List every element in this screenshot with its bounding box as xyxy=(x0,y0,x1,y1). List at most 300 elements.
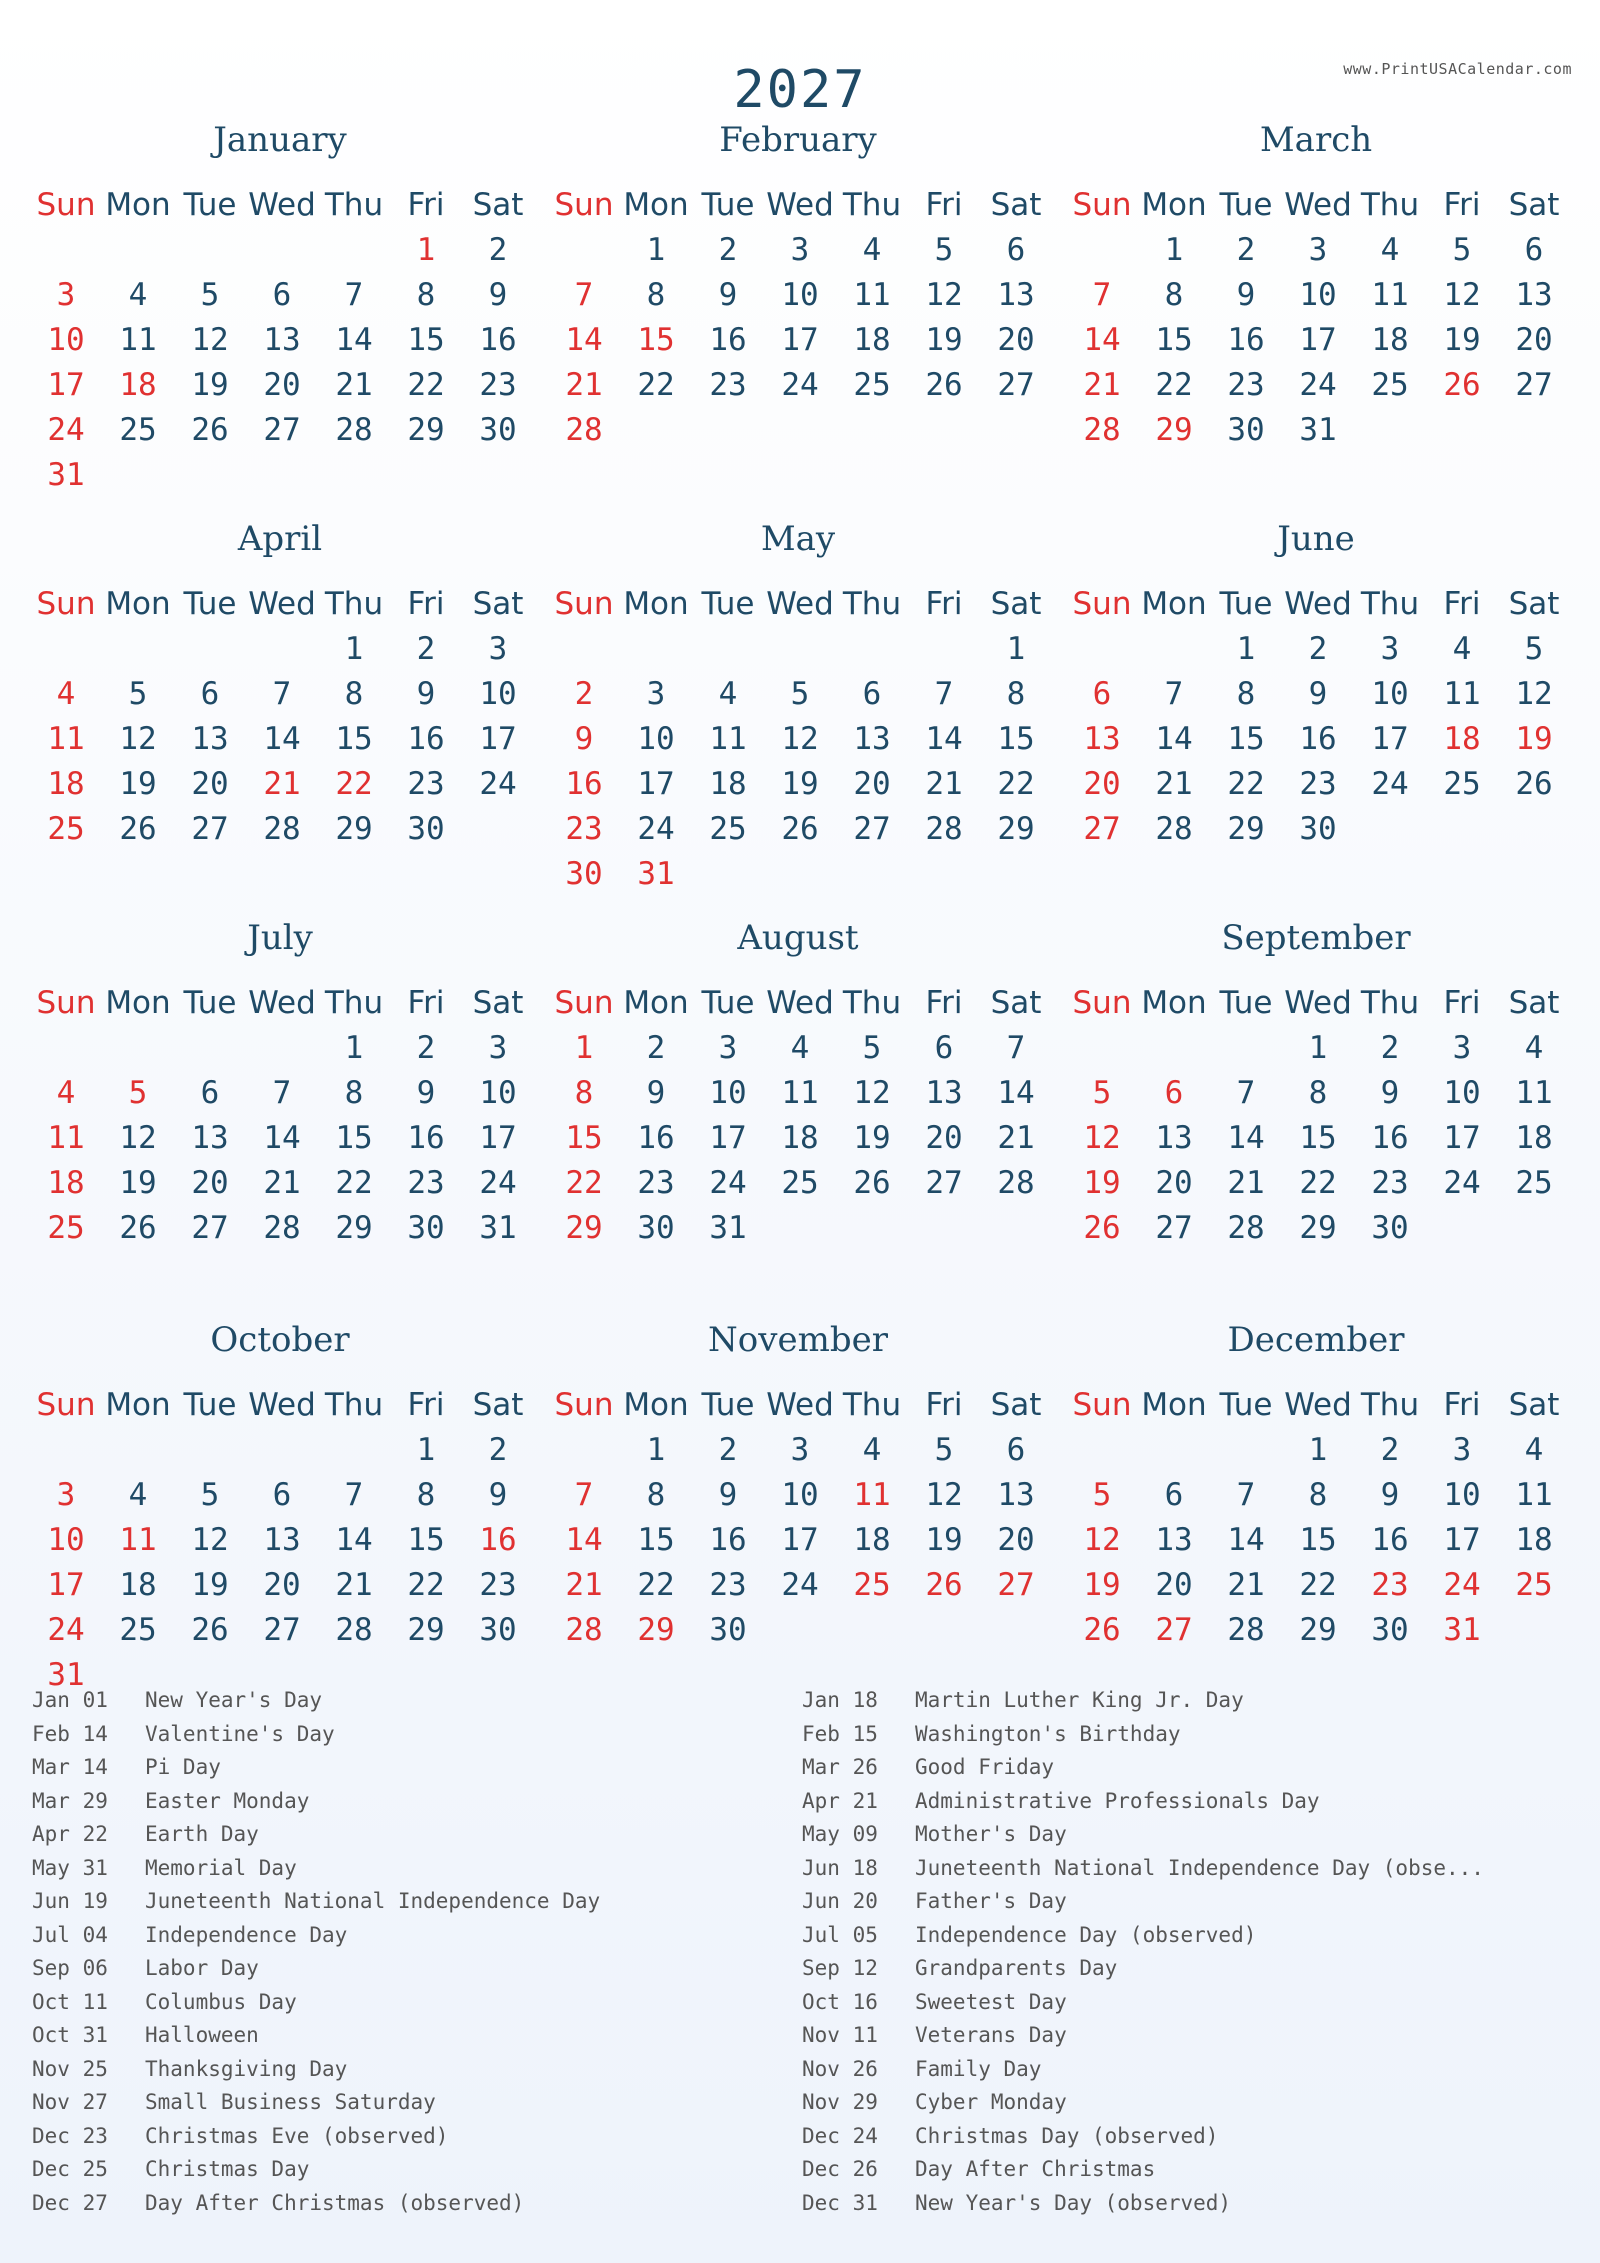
weekday-mon: Mon xyxy=(623,186,689,223)
week-row xyxy=(1066,272,1586,317)
day-cell: 17 xyxy=(781,1521,819,1558)
day-cell: 7 xyxy=(574,276,594,313)
weekday-sun: Sun xyxy=(36,585,96,622)
holiday-name: Labor Day xyxy=(145,1956,259,1980)
day-cell: 23 xyxy=(565,810,603,847)
day-cell: 27 xyxy=(1155,1611,1193,1648)
day-cell: 1 xyxy=(574,1029,594,1066)
week-row xyxy=(548,407,1068,452)
day-cell: 26 xyxy=(119,810,157,847)
weekday-sun: Sun xyxy=(554,186,614,223)
day-cell: 30 xyxy=(479,1611,517,1648)
week-row xyxy=(30,1025,550,1070)
day-cell: 2 xyxy=(1380,1029,1400,1066)
day-cell: 21 xyxy=(997,1119,1035,1156)
holiday-name: Valentine's Day xyxy=(145,1721,335,1746)
weekday-mon: Mon xyxy=(1141,585,1207,622)
month-november xyxy=(548,1320,1068,1652)
weekday-sun: Sun xyxy=(36,984,96,1021)
day-cell: 23 xyxy=(479,1566,517,1603)
holiday-name: Grandparents Day xyxy=(915,1956,1118,1980)
day-cell: 9 xyxy=(488,1476,508,1513)
weekday-mon: Mon xyxy=(1141,1386,1207,1423)
day-cell: 20 xyxy=(263,366,301,403)
day-cell: 30 xyxy=(479,411,517,448)
year-title: 2027 xyxy=(733,60,867,120)
week-row xyxy=(548,362,1068,407)
week-row xyxy=(1066,227,1586,272)
day-cell: 29 xyxy=(637,1611,675,1648)
week-row xyxy=(548,1517,1068,1562)
day-cell: 19 xyxy=(1083,1164,1121,1201)
day-cell: 27 xyxy=(1155,1209,1193,1246)
day-cell: 2 xyxy=(646,1029,666,1066)
day-cell: 18 xyxy=(1515,1119,1553,1156)
holiday-date: Nov 29 xyxy=(802,2090,878,2114)
day-cell: 13 xyxy=(191,1119,229,1156)
site-url[interactable]: www.PrintUSACalendar.com xyxy=(1343,60,1572,78)
day-cell: 25 xyxy=(1515,1566,1553,1603)
weekday-wed: Wed xyxy=(248,1386,316,1423)
weekday-fri: Fri xyxy=(407,1386,445,1423)
day-cell: 27 xyxy=(1515,366,1553,403)
day-cell: 14 xyxy=(1155,720,1193,757)
week-row xyxy=(30,626,550,671)
holiday-date: Dec 25 xyxy=(32,2157,108,2181)
day-cell: 18 xyxy=(1443,720,1481,757)
holiday-row xyxy=(32,2157,600,2191)
weekday-thu: Thu xyxy=(842,984,902,1021)
day-cell: 7 xyxy=(272,675,292,712)
day-cell: 4 xyxy=(1524,1431,1544,1468)
month-july xyxy=(30,918,550,1250)
day-cell: 27 xyxy=(191,1209,229,1246)
weekday-fri: Fri xyxy=(1443,585,1481,622)
week-row xyxy=(548,1160,1068,1205)
day-cell: 7 xyxy=(344,1476,364,1513)
day-cell: 22 xyxy=(335,1164,373,1201)
day-cell: 23 xyxy=(1371,1164,1409,1201)
holiday-date: Nov 27 xyxy=(32,2090,108,2114)
day-cell: 8 xyxy=(344,675,364,712)
month-name: July xyxy=(247,918,313,958)
day-cell: 16 xyxy=(407,1119,445,1156)
day-cell: 2 xyxy=(488,1431,508,1468)
holiday-row xyxy=(32,2023,600,2057)
day-cell: 12 xyxy=(191,1521,229,1558)
day-cell: 4 xyxy=(862,231,882,268)
holiday-date: Jan 01 xyxy=(32,1688,108,1712)
weekday-sat: Sat xyxy=(1508,1386,1560,1423)
day-cell: 8 xyxy=(1308,1074,1328,1111)
day-cell: 31 xyxy=(1299,411,1337,448)
day-cell: 22 xyxy=(1299,1164,1337,1201)
day-cell: 6 xyxy=(200,1074,220,1111)
weekday-fri: Fri xyxy=(1443,186,1481,223)
day-cell: 17 xyxy=(47,1566,85,1603)
day-cell: 11 xyxy=(119,1521,157,1558)
day-cell: 2 xyxy=(1236,231,1256,268)
day-cell: 9 xyxy=(1380,1476,1400,1513)
day-cell: 23 xyxy=(709,366,747,403)
day-cell: 19 xyxy=(1515,720,1553,757)
day-cell: 2 xyxy=(574,675,594,712)
day-cell: 5 xyxy=(790,675,810,712)
day-cell: 13 xyxy=(263,1521,301,1558)
day-cell: 23 xyxy=(407,765,445,802)
weekday-fri: Fri xyxy=(407,984,445,1021)
holiday-date: Apr 22 xyxy=(32,1822,108,1846)
day-cell: 15 xyxy=(335,720,373,757)
day-cell: 20 xyxy=(1083,765,1121,802)
day-cell: 22 xyxy=(1155,366,1193,403)
holiday-date: Jun 18 xyxy=(802,1855,878,1880)
weekday-thu: Thu xyxy=(1360,1386,1420,1423)
day-cell: 9 xyxy=(1308,675,1328,712)
day-cell: 31 xyxy=(47,456,85,493)
holiday-date: Mar 29 xyxy=(32,1788,108,1813)
day-cell: 14 xyxy=(1227,1521,1265,1558)
holiday-date: Feb 15 xyxy=(802,1721,878,1746)
week-row xyxy=(30,806,550,851)
day-cell: 11 xyxy=(47,720,85,757)
day-cell: 12 xyxy=(853,1074,891,1111)
weekday-thu: Thu xyxy=(1360,186,1420,223)
day-cell: 11 xyxy=(1443,675,1481,712)
week-row xyxy=(548,1607,1068,1652)
month-name: March xyxy=(1259,120,1373,160)
day-cell: 9 xyxy=(574,720,594,757)
day-cell: 11 xyxy=(1371,276,1409,313)
day-cell: 21 xyxy=(1227,1164,1265,1201)
day-cell: 18 xyxy=(47,1164,85,1201)
weekday-wed: Wed xyxy=(1284,186,1352,223)
day-cell: 1 xyxy=(1308,1431,1328,1468)
week-row xyxy=(548,317,1068,362)
day-cell: 4 xyxy=(128,276,148,313)
weekday-fri: Fri xyxy=(925,984,963,1021)
day-cell: 28 xyxy=(263,1209,301,1246)
day-cell: 4 xyxy=(1524,1029,1544,1066)
weekday-mon: Mon xyxy=(105,585,171,622)
day-cell: 9 xyxy=(718,1476,738,1513)
weekday-fri: Fri xyxy=(407,186,445,223)
week-row xyxy=(1066,1472,1586,1517)
day-cell: 16 xyxy=(407,720,445,757)
weekday-tue: Tue xyxy=(1219,186,1273,223)
weekday-sat: Sat xyxy=(472,984,524,1021)
weekday-tue: Tue xyxy=(701,984,755,1021)
day-cell: 4 xyxy=(718,675,738,712)
day-cell: 22 xyxy=(1227,765,1265,802)
day-cell: 21 xyxy=(263,765,301,802)
weekday-thu: Thu xyxy=(324,186,384,223)
weekday-tue: Tue xyxy=(701,186,755,223)
day-cell: 3 xyxy=(488,630,508,667)
holiday-date: Dec 24 xyxy=(802,2123,878,2148)
day-cell: 3 xyxy=(56,1476,76,1513)
day-cell: 28 xyxy=(1155,810,1193,847)
day-cell: 18 xyxy=(119,366,157,403)
weekday-thu: Thu xyxy=(842,186,902,223)
day-cell: 4 xyxy=(862,1431,882,1468)
holiday-row xyxy=(802,2090,1484,2124)
holiday-date: Jul 04 xyxy=(32,1922,108,1947)
weekday-tue: Tue xyxy=(183,1386,237,1423)
day-cell: 22 xyxy=(565,1164,603,1201)
day-cell: 5 xyxy=(1092,1476,1112,1513)
day-cell: 13 xyxy=(1515,276,1553,313)
weekday-tue: Tue xyxy=(183,186,237,223)
day-cell: 29 xyxy=(565,1209,603,1246)
day-cell: 26 xyxy=(1443,366,1481,403)
day-cell: 22 xyxy=(637,366,675,403)
holiday-date: May 31 xyxy=(32,1855,108,1880)
day-cell: 8 xyxy=(574,1074,594,1111)
weekday-sun: Sun xyxy=(554,585,614,622)
holiday-row xyxy=(802,2157,1484,2191)
day-cell: 10 xyxy=(709,1074,747,1111)
day-cell: 24 xyxy=(47,1611,85,1648)
day-cell: 14 xyxy=(925,720,963,757)
day-cell: 8 xyxy=(344,1074,364,1111)
day-cell: 2 xyxy=(416,1029,436,1066)
holiday-row xyxy=(32,1722,600,1756)
weekday-wed: Wed xyxy=(248,186,316,223)
week-row xyxy=(548,671,1068,716)
day-cell: 22 xyxy=(407,366,445,403)
weekday-sun: Sun xyxy=(1072,186,1132,223)
day-cell: 29 xyxy=(335,810,373,847)
weekday-sun: Sun xyxy=(1072,585,1132,622)
day-cell: 26 xyxy=(853,1164,891,1201)
day-cell: 26 xyxy=(119,1209,157,1246)
day-cell: 1 xyxy=(344,630,364,667)
weekday-fri: Fri xyxy=(925,186,963,223)
day-cell: 12 xyxy=(1083,1521,1121,1558)
day-cell: 1 xyxy=(1308,1029,1328,1066)
day-cell: 5 xyxy=(1524,630,1544,667)
week-row xyxy=(30,1517,550,1562)
day-cell: 24 xyxy=(637,810,675,847)
day-cell: 12 xyxy=(1083,1119,1121,1156)
weekday-header xyxy=(1066,581,1586,626)
day-cell: 23 xyxy=(1227,366,1265,403)
weekday-sat: Sat xyxy=(472,186,524,223)
week-row xyxy=(548,1115,1068,1160)
day-cell: 13 xyxy=(191,720,229,757)
week-row xyxy=(548,272,1068,317)
holiday-date: Oct 11 xyxy=(32,1989,108,2014)
day-cell: 20 xyxy=(1155,1164,1193,1201)
day-cell: 5 xyxy=(934,1431,954,1468)
day-cell: 7 xyxy=(344,276,364,313)
week-row xyxy=(548,227,1068,272)
week-row xyxy=(1066,1427,1586,1472)
day-cell: 15 xyxy=(1155,321,1193,358)
day-cell: 15 xyxy=(1299,1119,1337,1156)
day-cell: 22 xyxy=(1299,1566,1337,1603)
day-cell: 20 xyxy=(191,765,229,802)
holiday-row xyxy=(32,1990,600,2024)
holiday-name: Christmas Eve (observed) xyxy=(145,2123,449,2148)
day-cell: 18 xyxy=(47,765,85,802)
week-row xyxy=(548,716,1068,761)
day-cell: 17 xyxy=(47,366,85,403)
day-cell: 5 xyxy=(1452,231,1472,268)
week-row xyxy=(1066,1607,1586,1652)
day-cell: 20 xyxy=(997,1521,1035,1558)
month-june xyxy=(1066,519,1586,851)
day-cell: 13 xyxy=(263,321,301,358)
day-cell: 29 xyxy=(1227,810,1265,847)
weekday-header xyxy=(30,581,550,626)
day-cell: 20 xyxy=(191,1164,229,1201)
day-cell: 26 xyxy=(191,1611,229,1648)
weekday-thu: Thu xyxy=(1360,585,1420,622)
weekday-tue: Tue xyxy=(183,984,237,1021)
day-cell: 10 xyxy=(479,1074,517,1111)
holiday-row xyxy=(802,1822,1484,1856)
weekday-sat: Sat xyxy=(990,984,1042,1021)
day-cell: 4 xyxy=(790,1029,810,1066)
holiday-name: Earth Day xyxy=(145,1822,259,1846)
week-row xyxy=(30,1427,550,1472)
day-cell: 14 xyxy=(997,1074,1035,1111)
day-cell: 9 xyxy=(488,276,508,313)
day-cell: 10 xyxy=(479,675,517,712)
week-row xyxy=(548,806,1068,851)
holiday-row xyxy=(32,1789,600,1823)
day-cell: 9 xyxy=(1380,1074,1400,1111)
holiday-name: Sweetest Day xyxy=(915,1989,1067,2014)
holiday-name: Family Day xyxy=(915,2056,1042,2081)
day-cell: 20 xyxy=(853,765,891,802)
holiday-date: Sep 06 xyxy=(32,1956,108,1980)
day-cell: 24 xyxy=(1371,765,1409,802)
day-cell: 31 xyxy=(479,1209,517,1246)
weekday-tue: Tue xyxy=(1219,585,1273,622)
day-cell: 22 xyxy=(335,765,373,802)
day-cell: 27 xyxy=(191,810,229,847)
holiday-name: Columbus Day xyxy=(145,1989,297,2014)
week-row xyxy=(30,1115,550,1160)
weekday-header xyxy=(548,1382,1068,1427)
day-cell: 8 xyxy=(1006,675,1026,712)
day-cell: 1 xyxy=(1164,231,1184,268)
day-cell: 16 xyxy=(1371,1119,1409,1156)
holiday-date: Jul 05 xyxy=(802,1922,878,1947)
month-name: January xyxy=(213,120,347,160)
day-cell: 4 xyxy=(56,675,76,712)
month-august xyxy=(548,918,1068,1250)
day-cell: 25 xyxy=(119,1611,157,1648)
day-cell: 20 xyxy=(263,1566,301,1603)
day-cell: 10 xyxy=(637,720,675,757)
holiday-date: Dec 26 xyxy=(802,2157,878,2181)
day-cell: 25 xyxy=(853,1566,891,1603)
day-cell: 1 xyxy=(646,1431,666,1468)
day-cell: 30 xyxy=(709,1611,747,1648)
holiday-name: Cyber Monday xyxy=(915,2090,1067,2114)
day-cell: 17 xyxy=(781,321,819,358)
day-cell: 17 xyxy=(1443,1119,1481,1156)
holiday-date: Oct 16 xyxy=(802,1989,878,2014)
weekday-thu: Thu xyxy=(842,585,902,622)
day-cell: 28 xyxy=(335,1611,373,1648)
holiday-name: Christmas Day xyxy=(145,2157,310,2181)
weekday-fri: Fri xyxy=(1443,1386,1481,1423)
day-cell: 21 xyxy=(335,366,373,403)
day-cell: 7 xyxy=(1236,1074,1256,1111)
day-cell: 19 xyxy=(1083,1566,1121,1603)
week-row xyxy=(1066,362,1586,407)
day-cell: 26 xyxy=(925,366,963,403)
day-cell: 2 xyxy=(718,231,738,268)
day-cell: 16 xyxy=(1299,720,1337,757)
day-cell: 6 xyxy=(1164,1074,1184,1111)
day-cell: 16 xyxy=(565,765,603,802)
holiday-row xyxy=(802,1789,1484,1823)
holiday-row xyxy=(32,2090,600,2124)
holiday-date: Sep 12 xyxy=(802,1956,878,1980)
week-row xyxy=(1066,1562,1586,1607)
day-cell: 11 xyxy=(853,1476,891,1513)
day-cell: 25 xyxy=(1443,765,1481,802)
holiday-name: New Year's Day (observed) xyxy=(915,2190,1232,2215)
weekday-sun: Sun xyxy=(1072,1386,1132,1423)
holiday-row xyxy=(802,2191,1484,2225)
day-cell: 19 xyxy=(781,765,819,802)
day-cell: 13 xyxy=(997,1476,1035,1513)
weekday-fri: Fri xyxy=(407,585,445,622)
holiday-date: Jan 18 xyxy=(802,1688,878,1712)
day-cell: 17 xyxy=(1299,321,1337,358)
holiday-row xyxy=(32,1755,600,1789)
day-cell: 12 xyxy=(1443,276,1481,313)
weekday-thu: Thu xyxy=(1360,984,1420,1021)
holiday-date: Dec 23 xyxy=(32,2123,108,2148)
weekday-mon: Mon xyxy=(105,984,171,1021)
day-cell: 31 xyxy=(637,855,675,892)
day-cell: 11 xyxy=(853,276,891,313)
week-row xyxy=(30,1070,550,1115)
week-row xyxy=(548,1472,1068,1517)
day-cell: 20 xyxy=(1515,321,1553,358)
month-april xyxy=(30,519,550,851)
day-cell: 20 xyxy=(925,1119,963,1156)
week-row xyxy=(548,1070,1068,1115)
holiday-date: Jun 20 xyxy=(802,1889,878,1913)
day-cell: 14 xyxy=(565,321,603,358)
week-row xyxy=(548,626,1068,671)
day-cell: 7 xyxy=(1092,276,1112,313)
weekday-wed: Wed xyxy=(766,984,834,1021)
day-cell: 14 xyxy=(1227,1119,1265,1156)
day-cell: 28 xyxy=(565,411,603,448)
day-cell: 8 xyxy=(416,1476,436,1513)
holiday-name: Christmas Day (observed) xyxy=(915,2123,1219,2148)
day-cell: 10 xyxy=(1443,1476,1481,1513)
day-cell: 11 xyxy=(1515,1074,1553,1111)
day-cell: 30 xyxy=(1227,411,1265,448)
weekday-tue: Tue xyxy=(701,1386,755,1423)
week-row xyxy=(30,272,550,317)
day-cell: 5 xyxy=(128,1074,148,1111)
day-cell: 15 xyxy=(407,321,445,358)
holiday-row xyxy=(32,1856,600,1890)
weekday-header xyxy=(30,1382,550,1427)
